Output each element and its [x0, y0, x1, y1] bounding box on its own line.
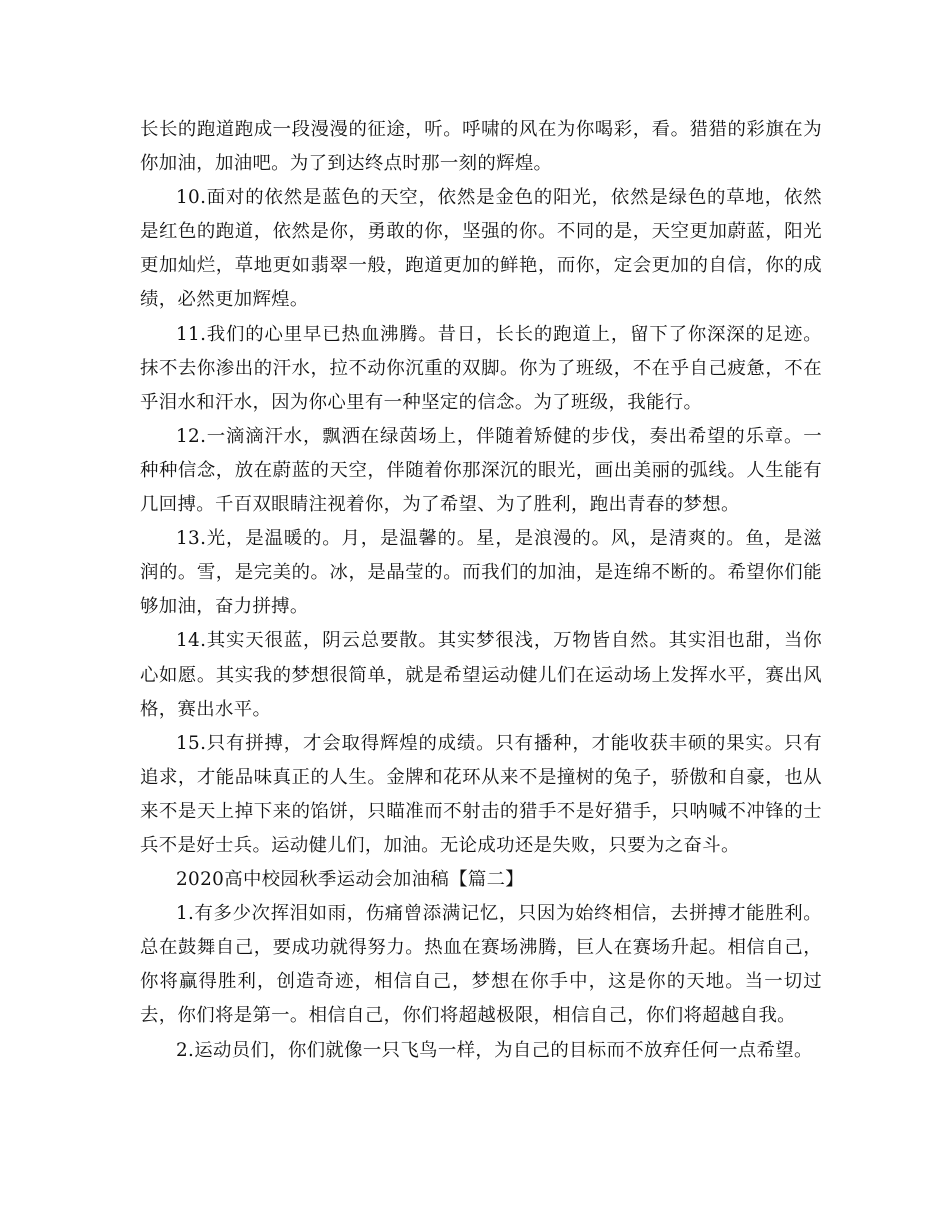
document-body [140, 113, 822, 1068]
section-heading: 2020高中校园秋季运动会加油稿【篇二】 [176, 869, 525, 891]
paragraph-item-10: 10.面对的依然是蓝色的天空，依然是金色的阳光，依然是绿色的草地，依然是红色的跑道，依然是你，勇敢的你，坚强的你。不同的是，天空更加蔚蓝，阳光更加灿烂，草地更如翡翠一般，跑道更加的鲜艳，而你，定会更加的自信，你的成绩，必然更加辉煌。 [140, 187, 822, 311]
paragraph-continuation: 长长的跑道跑成一段漫漫的征途，听。呼啸的风在为你喝彩，看。猎猎的彩旗在为你加油，加油吧。为了到达终点时那一刻的辉煌。 [140, 119, 822, 175]
paragraph-item-2: 2.运动员们，你们就像一只飞鸟一样，为自己的目标而不放弃任何一点希望。 [176, 1039, 813, 1061]
paragraph-item-15: 15.只有拼搏，才会取得辉煌的成绩。只有播种，才能收获丰硕的果实。只有追求，才能品味真正的人生。金牌和花环从来不是撞树的兔子，骄傲和自豪，也从来不是天上掉下来的馅饼，只瞄准而不射击的猎手不是好猎手，只呐喊不冲锋的士兵不是好士兵。运动健儿们，加油。无论成功还是失败，只要为之奋斗。 [140, 732, 822, 856]
paragraph-item-12: 12.一滴滴汗水，飘洒在绿茵场上，伴随着矫健的步伐，奏出希望的乐章。一种种信念，放在蔚蓝的天空，伴随着你那深沉的眼光，画出美丽的弧线。人生能有几回搏。千百双眼睛注视着你，为了希望、为了胜利，跑出青春的梦想。 [140, 425, 822, 516]
paragraph-item-13: 13.光，是温暖的。月，是温馨的。星，是浪漫的。风，是清爽的。鱼，是滋润的。雪，是完美的。冰，是晶莹的。而我们的加油，是连绵不断的。希望你们能够加油，奋力拼搏。 [140, 528, 822, 618]
paragraph-item-1: 1.有多少次挥泪如雨，伤痛曾添满记忆，只因为始终相信，去拼搏才能胜利。总在鼓舞自己，要成功就得努力。热血在赛场沸腾，巨人在赛场升起。相信自己，你将赢得胜利，创造奇迹，相信自己，梦想在你手中，这是你的天地。当一切过去，你们将是第一。相信自己，你们将超越极限，相信自己，你们将超越自我。 [140, 903, 822, 1027]
paragraph-item-11: 11.我们的心里早已热血沸腾。昔日，长长的跑道上，留下了你深深的足迹。抹不去你渗出的汗水，拉不动你沉重的双脚。你为了班级，不在乎自己疲惫，不在乎泪水和汗水，因为你心里有一种坚定的信念。为了班级，我能行。 [140, 323, 822, 413]
paragraph-item-14: 14.其实天很蓝，阴云总要散。其实梦很浅，万物皆自然。其实泪也甜，当你心如愿。其实我的梦想很简单，就是希望运动健儿们在运动场上发挥水平，赛出风格，赛出水平。 [140, 630, 822, 720]
